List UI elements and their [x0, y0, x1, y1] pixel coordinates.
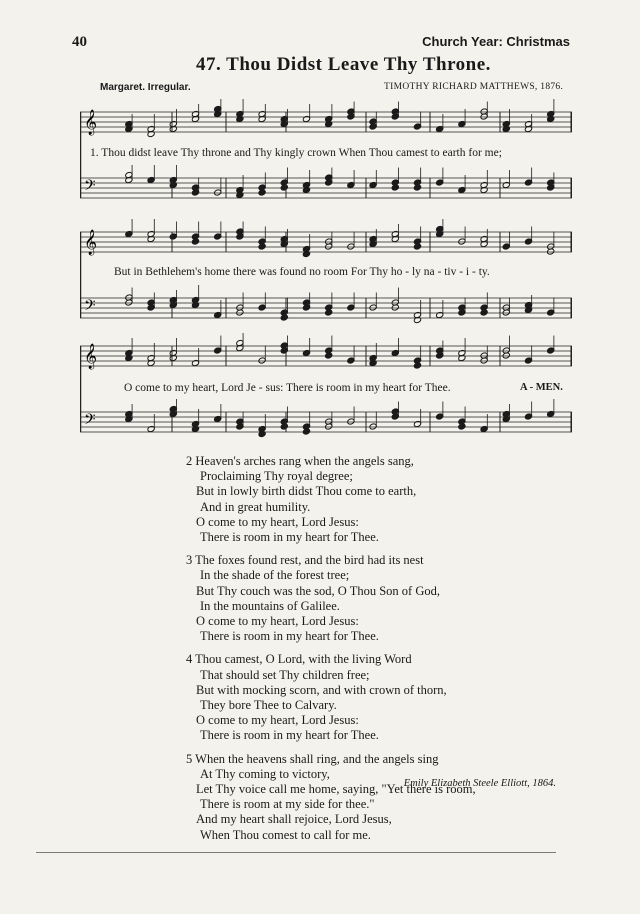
stanzas: [186, 454, 566, 851]
amen-lyric: A - MEN.: [520, 382, 563, 393]
stanza-line: And my heart shall rejoice, Lord Jesus,: [196, 812, 392, 827]
music-system-3: [80, 330, 572, 450]
staff: [80, 112, 572, 132]
stanza-line: O come to my heart, Lord Jesus:: [196, 713, 359, 728]
stanza-4: [186, 652, 566, 743]
treble-clef: 𝄞: [84, 230, 98, 255]
hymn-title: 47. Thou Didst Leave Thy Throne.: [196, 54, 491, 75]
lyric-line-1: 1. Thou didst leave Thy throne and Thy kingly crown When Thou camest to earth for me;: [90, 147, 502, 159]
stanza-line: That should set Thy children free;: [200, 667, 370, 682]
stanza-line: O come to my heart, Lord Jesus:: [196, 614, 359, 629]
text-attribution: Emily Elizabeth Steele Elliott, 1864.: [403, 778, 556, 789]
page-number: 40: [72, 34, 87, 50]
stanza-line: In the mountains of Galilee.: [200, 598, 340, 613]
stanza-5: [186, 752, 566, 843]
running-head: Church Year: Christmas: [422, 34, 570, 49]
stanza-line: There is room in my heart for Thee.: [200, 728, 379, 743]
stanza-line: Proclaiming Thy royal degree;: [200, 469, 353, 484]
stanza-line: But Thy couch was the sod, O Thou Son of God,: [196, 583, 440, 598]
music-system-2: [80, 216, 572, 336]
treble-clef: 𝄞: [84, 110, 98, 135]
stanza-line: At Thy coming to victory,: [200, 766, 330, 781]
stanza-line: In the shade of the forest tree;: [200, 568, 350, 583]
stanza-line: When Thou comest to call for me.: [200, 827, 371, 842]
stanza-line: There is room in my heart for Thee.: [200, 629, 379, 644]
stanza-line: There is room in my heart for Thee.: [200, 530, 379, 545]
treble-clef: 𝄞: [84, 344, 98, 369]
tune-info: Margaret. Irregular.: [100, 82, 191, 93]
stanza-line: There is room at my side for thee.": [200, 797, 375, 812]
stanza-line: 3 The foxes found rest, and the bird had its nest: [186, 553, 424, 568]
stanza-line: O come to my heart, Lord Jesus:: [196, 514, 359, 529]
stanza-line: They bore Thee to Calvary.: [200, 698, 337, 713]
note-group: [125, 165, 555, 199]
lyric-line-2: But in Bethlehem's home there was found no room For Thy ho - ly na - tiv - i - ty.: [114, 266, 490, 278]
bass-clef: 𝄢: [84, 411, 96, 432]
stanza-line: But with mocking scorn, and with crown of thorn,: [196, 682, 447, 697]
stanza-line: 4 Thou camest, O Lord, with the living Word: [186, 652, 412, 667]
composer-credit: TIMOTHY RICHARD MATTHEWS, 1876.: [384, 82, 564, 92]
stanza-line: But in lowly birth didst Thou come to earth,: [196, 484, 417, 499]
lyric-line-3: O come to my heart, Lord Je - sus: There is room in my heart for Thee.: [124, 382, 451, 394]
music-system-1: [80, 96, 572, 216]
bass-clef: 𝄢: [84, 297, 96, 318]
stanza-line: 5 When the heavens shall ring, and the angels sing: [186, 751, 439, 766]
bass-clef: 𝄢: [84, 177, 96, 198]
stanza-line: 2 Heaven's arches rang when the angels sang,: [186, 454, 414, 468]
stanza-2: [186, 454, 566, 545]
bottom-rule: [36, 852, 556, 853]
stanza-3: [186, 553, 566, 644]
stanza-line: Let Thy voice call me home, saying, "Yet there is room,: [196, 782, 476, 797]
stanza-line: And in great humility.: [200, 499, 311, 514]
